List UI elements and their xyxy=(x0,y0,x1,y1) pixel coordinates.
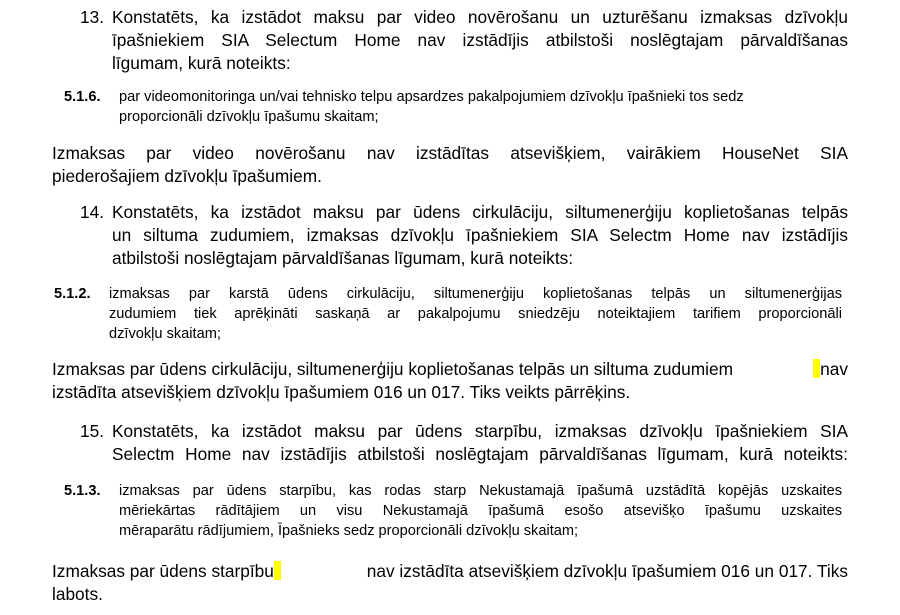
item-15-line-1: Konstatēts, ka izstādot maksu par ūdens starpību, izmaksas dzīvokļu īpašniekiem SIA xyxy=(112,421,848,441)
clause-5-1-2-line-2: zudumiem tiek aprēķināti saskaņā ar pakalpojumu sniedzēju noteiktajiem tarifiem proporcionāli xyxy=(109,306,842,322)
clause-5-1-2-line-1: izmaksas par karstā ūdens cirkulāciju, siltumenerģiju koplietošanas telpās un siltumenerģijas xyxy=(109,286,842,302)
clause-5-1-2-number: 5.1.2. xyxy=(54,286,91,302)
clause-5-1-3-text xyxy=(119,481,842,541)
clause-5-1-6-line-2: proporcionāli dzīvokļu īpašumu skaitam; xyxy=(119,109,379,125)
clause-5-1-2-line-3: dzīvokļu skaitam; xyxy=(109,326,221,342)
conclusion-paragraph-3 xyxy=(52,560,848,606)
clause-5-1-6-text xyxy=(119,87,843,127)
conclusion-1-line-2: piederošajiem dzīvokļu īpašumiem. xyxy=(52,166,322,186)
conclusion-3-line-1-text: Izmaksas par ūdens starpību xyxy=(52,561,274,581)
item-15-number: 15. xyxy=(80,421,105,441)
clause-5-1-3-line-3: mēraparātu rādījumiem, Īpašnieks sedz proporcionāli dzīvokļu skaitam; xyxy=(119,523,579,539)
conclusion-paragraph-1 xyxy=(52,142,848,188)
conclusion-1-line-1: Izmaksas par video novērošanu nav izstādītas atsevišķiem, vairākiem HouseNet SIA xyxy=(52,143,848,163)
conclusion-3-line-2: labots. xyxy=(52,584,103,604)
clause-5-1-3-number: 5.1.3. xyxy=(64,483,101,499)
item-14-line-3: atbilstoši noslēgtajam pārvaldīšanas līgumam, kurā noteikts: xyxy=(112,248,574,268)
item-13-line-3: līgumam, kurā noteikts: xyxy=(112,53,291,73)
item-13-number: 13. xyxy=(80,7,105,27)
clause-5-1-3-line-2: mēriekārtas rādītājiem un visu Nekustamajā īpašumā esošo atsevišķo īpašumu uzskaites xyxy=(119,503,842,519)
conclusion-2-line-1-text: Izmaksas par ūdens cirkulāciju, siltumenerģiju koplietošanas telpās un siltuma zudumiem xyxy=(52,359,734,379)
item-14-line-2: un siltuma zudumiem, izmaksas dzīvokļu īpašniekiem SIA Selectm Home nav izstādījis xyxy=(112,225,848,245)
conclusion-paragraph-2 xyxy=(52,358,848,404)
item-14-line-1: Konstatēts, ka izstādot maksu par ūdens cirkulāciju, siltumenerģiju koplietošanas telpās xyxy=(112,202,848,222)
conclusion-2-line-1-tail xyxy=(813,358,848,381)
clause-5-1-6-number: 5.1.6. xyxy=(64,89,101,105)
item-14 xyxy=(80,201,848,270)
highlight-mark-2 xyxy=(274,561,281,580)
conclusion-3-line-1 xyxy=(52,560,848,583)
item-13 xyxy=(80,6,848,75)
conclusion-3-line-1-head xyxy=(52,560,281,583)
item-13-line-2: īpašniekiem SIA Selectum Home nav izstādījis atbilstoši noslēgtajam pārvaldīšanas xyxy=(112,30,848,50)
clause-5-1-3-line-1: izmaksas par ūdens starpību, kas rodas starp Nekustamajā īpašumā uzstādītā kopējās uzskaites xyxy=(119,483,842,499)
item-14-number: 14. xyxy=(80,202,105,222)
conclusion-2-line-1 xyxy=(52,358,848,381)
conclusion-2-line-2: izstādīta atsevišķiem dzīvokļu īpašumiem 016 un 017. Tiks veikts pārrēķins. xyxy=(52,382,631,402)
item-13-line-1: Konstatēts, ka izstādot maksu par video novērošanu un uzturēšanu izmaksas dzīvokļu xyxy=(112,7,848,27)
clause-5-1-6-line-1: par videomonitoringa un/vai tehnisko telpu apsardzes pakalpojumiem dzīvokļu īpašnieki tos sedz xyxy=(119,89,744,105)
conclusion-3-line-1-end: nav izstādīta atsevišķiem dzīvokļu īpašumiem 016 un 017. Tiks xyxy=(366,561,848,581)
conclusion-2-line-1-end: nav xyxy=(820,359,848,379)
clause-5-1-2-text xyxy=(109,284,842,344)
item-15 xyxy=(80,420,848,466)
item-15-line-2: Selectm Home nav izstādījis atbilstoši noslēgtajam pārvaldīšanas līgumam, kurā noteikts: xyxy=(112,444,848,464)
